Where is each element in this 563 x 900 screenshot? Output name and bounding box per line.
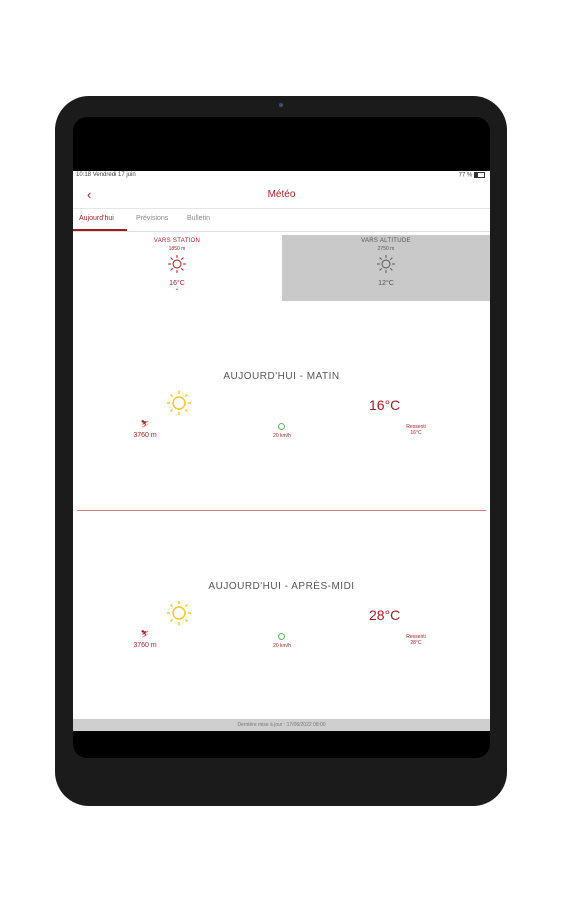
wind-speed: 20 km/h xyxy=(273,433,291,439)
battery-icon xyxy=(474,172,485,178)
app-screen xyxy=(73,171,490,731)
feels-like-label: Ressenti xyxy=(406,634,426,640)
station-vars-station[interactable] xyxy=(73,235,281,301)
temperature: 16°C xyxy=(369,397,401,413)
station-name: VARS ALTITUDE xyxy=(361,238,411,244)
status-battery xyxy=(459,172,485,179)
feels-like-label: Ressenti xyxy=(406,424,426,430)
active-tab-indicator xyxy=(73,229,127,231)
section-title: AUJOURD'HUI - APRÈS-MIDI xyxy=(208,581,355,592)
feels-like-value: 16°C xyxy=(410,430,422,436)
station-temp: 12°C xyxy=(378,280,394,287)
section-title: AUJOURD'HUI - MATIN xyxy=(223,371,340,382)
freezing-level: 3760 m xyxy=(133,432,157,439)
station-name: VARS STATION xyxy=(153,238,201,244)
chevron-down-icon: ⌄ xyxy=(174,286,180,292)
feels-like-value: 28°C xyxy=(410,640,422,646)
tab-forecast[interactable]: Prévisions xyxy=(136,215,169,222)
chevron-left-icon[interactable]: ‹ xyxy=(87,187,92,202)
sun-outline-icon xyxy=(73,254,281,279)
freezing-level-icon: ⛷ xyxy=(140,631,150,638)
tab-bulletin[interactable]: Bulletin xyxy=(187,215,210,222)
forecast-morning xyxy=(73,366,490,486)
wind-icon xyxy=(278,423,285,430)
station-altitude: 1850 m xyxy=(168,246,186,252)
status-time: 10:18 xyxy=(76,172,92,178)
page-title: Météo xyxy=(267,189,296,200)
battery-percent: 77 % xyxy=(458,172,473,179)
status-date: Vendredi 17 juin xyxy=(92,172,136,178)
sun-icon xyxy=(166,390,192,421)
forecast-afternoon xyxy=(73,576,490,696)
wind-speed: 20 km/h xyxy=(273,643,291,649)
station-altitude: 2750 m xyxy=(377,246,395,252)
wind-icon xyxy=(278,633,285,640)
station-temp: 16°C xyxy=(169,280,185,287)
tab-bar xyxy=(73,209,490,232)
station-vars-altitude[interactable] xyxy=(282,235,490,301)
freezing-level-icon: ⛷ xyxy=(140,421,150,428)
temperature: 28°C xyxy=(369,607,401,623)
tab-today[interactable]: Aujourd'hui xyxy=(79,215,114,222)
sun-outline-icon xyxy=(282,254,490,279)
freezing-level: 3760 m xyxy=(133,642,157,649)
nav-bar xyxy=(73,181,490,209)
camera-icon xyxy=(279,103,283,107)
status-bar xyxy=(73,171,490,181)
section-divider xyxy=(77,510,486,511)
sun-icon xyxy=(166,600,192,631)
status-time-date xyxy=(76,172,136,178)
last-update-footer: Dernière mise à jour : 17/06/2022 08:00 xyxy=(73,719,490,731)
